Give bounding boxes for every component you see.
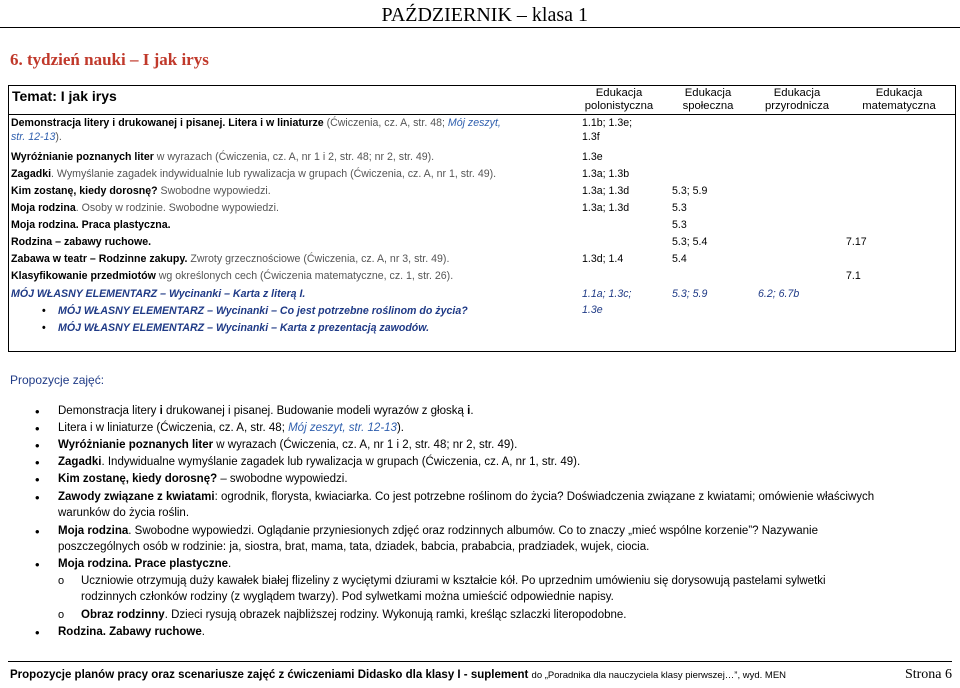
code-pol: 1.3a; 1.3d [582, 202, 630, 214]
code-spo: 5.3; 5.9 [672, 185, 708, 197]
col-header-matematyczna: Edukacja matematyczna [862, 87, 936, 112]
code-mat: 7.1 [846, 270, 861, 282]
code-pol: 1.3f [582, 131, 600, 143]
table-row: • MÓJ WŁASNY ELEMENTARZ – Wycinanki – Co jest potrzebne roślinom do życia? [58, 304, 468, 318]
page-number: Strona 6 [904, 667, 952, 682]
code-pol: 1.1a; 1.3c; [582, 288, 632, 300]
page-header-title: PAŹDZIERNIK – klasa 1 [381, 4, 588, 26]
table-row: Zabawa w teatr – Rodzinne zakupy. Zwroty grzecznościowe (Ćwiczenia, cz. A, nr 3, str. 49). [11, 253, 450, 265]
table-row: MÓJ WŁASNY ELEMENTARZ – Wycinanki – Karta z literą I. [11, 288, 306, 300]
list-item: • Litera i w liniaturze (Ćwiczenia, cz. A, str. 48; Mój zeszyt, str. 12-13). [58, 421, 404, 436]
col-header-polonistyczna: Edukacja polonistyczna [584, 87, 654, 112]
col-header-spoleczna: Edukacja społeczna [682, 87, 734, 112]
table-row: Demonstracja litery i drukowanej i pisanej. Litera i w liniaturze (Ćwiczenia, cz. A, str. 48; Mój zeszyt, [11, 117, 501, 129]
code-pol: 1.3a; 1.3b [582, 168, 630, 180]
list-item-cont: poszczególnych osób w rodzinie: ja, siostra, brat, mama, tata, dziadek, babcia, prababcia, pradziadek, wujek, ciocia. [58, 541, 650, 553]
footer-text: Propozycje planów pracy oraz scenariusze zajęć z ćwiczeniami Didasko dla klasy I - suplement do „Poradnika dla nauczyciela klasy pierwszej…”, wyd. MEN [10, 669, 787, 681]
code-pol: 1.3d; 1.4 [582, 253, 624, 265]
code-spo: 5.4 [672, 253, 687, 265]
col-header-przyrodnicza: Edukacja przyrodnicza [764, 87, 830, 112]
list-item-cont: warunków do życia roślin. [58, 507, 190, 519]
table-row: Rodzina – zabawy ruchowe. [11, 236, 152, 248]
code-spo: 5.3 [672, 202, 687, 214]
list-item: • Moja rodzina. Prace plastyczne. [58, 557, 231, 572]
list-item: • Zagadki. Indywidualne wymyślanie zagadek lub rywalizacja w grupach (Ćwiczenia, cz. A, nr 1, str. 49). [58, 455, 580, 470]
table-row: • MÓJ WŁASNY ELEMENTARZ – Wycinanki – Karta z prezentacją zawodów. [58, 321, 429, 335]
table-row: Zagadki. Wymyślanie zagadek indywidualnie lub rywalizacja w grupach (Ćwiczenia, cz. A, nr 1, str. 49). [11, 168, 497, 180]
table-row: Wyróżnianie poznanych liter w wyrazach (Ćwiczenia, cz. A, nr 1 i 2, str. 48; nr 2, str. 49). [11, 151, 435, 163]
code-spo: 5.3; 5.9 [672, 288, 708, 300]
code-pol: 1.3e [582, 304, 603, 316]
list-item: • Demonstracja litery i drukowanej i pisanej. Budowanie modeli wyrazów z głoską i. [58, 404, 474, 419]
sub-item: o Uczniowie otrzymują duży kawałek białej flizeliny z wyciętymi dziurami w kształcie kół. Po uprzednim umówieniu się dorysowują pastelami sylwetki [81, 574, 826, 589]
list-item: • Rodzina. Zabawy ruchowe. [58, 625, 205, 640]
code-pol: 1.3e [582, 151, 603, 163]
list-item: • Wyróżnianie poznanych liter w wyrazach (Ćwiczenia, cz. A, nr 1 i 2, str. 48; nr 2, str. 49). [58, 438, 517, 453]
week-heading: 6. tydzień nauki – I jak irys [10, 50, 209, 69]
code-spo: 5.3 [672, 219, 687, 231]
table-topic: Temat: I jak irys [12, 88, 117, 104]
list-item: • Moja rodzina. Swobodne wypowiedzi. Oglądanie przyniesionych zdjęć oraz rodzinnych albumów. Co to znaczy „mieć wspólne korzenie”? Nazywanie [58, 524, 818, 539]
footer-rule [8, 661, 952, 662]
sub-item-cont: rodzinnych członków rodziny (z wyglądem twarzy). Pod sylwetkami można umieścić odpowiednie napisy. [81, 591, 614, 603]
code-pol: 1.3a; 1.3d [582, 185, 630, 197]
table-row: Moja rodzina. Praca plastyczna. [11, 219, 171, 231]
table-row: Klasyfikowanie przedmiotów wg określonych cech (Ćwiczenia matematyczne, cz. 1, str. 26). [11, 270, 454, 282]
code-spo: 5.3; 5.4 [672, 236, 708, 248]
sub-item: o Obraz rodzinny. Dzieci rysują obrazek najbliższej rodziny. Wykonują ramki, kreśląc szlaczki literopodobne. [81, 608, 626, 623]
table-row: Moja rodzina. Osoby w rodzinie. Swobodne wypowiedzi. [11, 202, 279, 214]
proposals-title: Propozycje zajęć: [10, 373, 105, 387]
table-row-cont: str. 12-13). [11, 131, 62, 143]
list-item: • Zawody związane z kwiatami: ogrodnik, florysta, kwiaciarka. Co jest potrzebne roślinom do życia? Doświadczenia związane z kwiatami; omówienie właściwych [58, 490, 874, 505]
header-divider [8, 114, 956, 115]
header-rule [0, 27, 960, 28]
list-item: • Kim zostanę, kiedy dorosnę? – swobodne wypowiedzi. [58, 472, 348, 487]
code-prz: 6.2; 6.7b [758, 288, 800, 300]
code-mat: 7.17 [846, 236, 867, 248]
table-row: Kim zostanę, kiedy dorosnę? Swobodne wypowiedzi. [11, 185, 271, 197]
code-pol: 1.1b; 1.3e; [582, 117, 633, 129]
